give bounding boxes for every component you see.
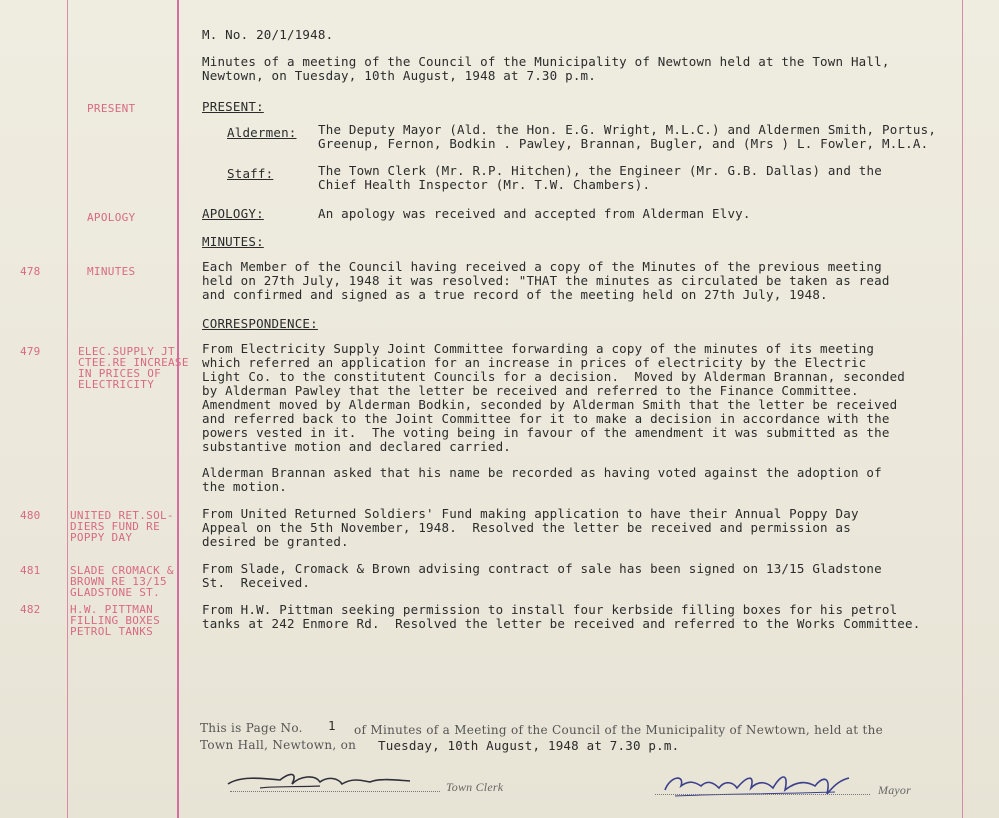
item-line: Amendment moved by Alderman Bodkin, seconded by Alderman Smith that the letter be received: [202, 397, 898, 412]
item-line: Light Co. to the constitutent Councils for a decision. Moved by Alderman Brannan, seconded: [202, 369, 906, 384]
margin-note-line: IN PRICES OF: [78, 367, 162, 380]
item-line: substantive motion and declared carried.: [202, 439, 512, 454]
present-heading: PRESENT:: [202, 99, 264, 114]
margin-note-line: UNITED RET.SOL-: [70, 509, 174, 522]
apology-text: An apology was received and accepted from Alderman Elvy.: [318, 206, 751, 221]
staff-line: The Town Clerk (Mr. R.P. Hitchen), the Engineer (Mr. G.B. Dallas) and the: [318, 163, 882, 178]
item-line: St. Received.: [202, 575, 311, 590]
minutes-line: Each Member of the Council having received a copy of the Minutes of the previous meeting: [202, 259, 882, 274]
margin-note-line: ELECTRICITY: [78, 378, 155, 391]
staff-label: Staff:: [227, 166, 274, 181]
footer-text: This is Page No.: [200, 721, 303, 735]
margin-present: PRESENT: [87, 102, 136, 115]
item-line: which referred an application for an increase in prices of electricity by the Electric: [202, 355, 867, 370]
town-clerk-signature: [220, 766, 435, 798]
staff-line: Chief Health Inspector (Mr. T.W. Chambers).: [318, 177, 651, 192]
margin-note-line: PETROL TANKS: [70, 625, 154, 638]
margin-note-line: BROWN RE 13/15: [70, 575, 167, 588]
margin-note-line: DIERS FUND RE: [70, 520, 160, 533]
aldermen-label: Aldermen:: [227, 125, 297, 140]
item-line: Alderman Brannan asked that his name be recorded as having voted against the adoption of: [202, 465, 882, 480]
town-clerk-signature-line: [230, 791, 440, 792]
item-number: 482: [20, 603, 41, 616]
apology-heading: APOLOGY:: [202, 206, 264, 221]
footer-text: of Minutes of a Meeting of the Council of the Municipality of Newtown, held at the: [354, 723, 884, 737]
intro-line: Minutes of a meeting of the Council of the Municipality of Newtown held at the Town Hall,: [202, 54, 890, 69]
footer-text: Town Hall, Newtown, on: [200, 738, 357, 752]
margin-note-line: FILLING BOXES: [70, 614, 160, 627]
correspondence-heading: CORRESPONDENCE:: [202, 316, 318, 331]
mayor-label: Mayor: [878, 783, 911, 797]
left-margin-rule: [67, 0, 68, 818]
item-number: 479: [20, 345, 41, 358]
margin-apology: APOLOGY: [87, 211, 136, 224]
aldermen-line: Greenup, Fernon, Bodkin . Pawley, Brannan, Bugler, and (Mrs ) L. Fowler, M.L.A.: [318, 136, 929, 151]
item-line: From Electricity Supply Joint Committee forwarding a copy of the minutes of its meeting: [202, 341, 875, 356]
footer-date: Tuesday, 10th August, 1948 at 7.30 p.m.: [378, 738, 680, 753]
item-line: From H.W. Pittman seeking permission to install four kerbside filling boxes for his petrol: [202, 602, 898, 617]
minutes-line: held on 27th July, 1948 it was resolved: "THAT the minutes as circulated be taken as read: [202, 273, 890, 288]
mayor-signature: [655, 766, 860, 806]
item-line: tanks at 242 Enmore Rd. Resolved the letter be received and referred to the Works Committee.: [202, 616, 921, 631]
item-line: desired be granted.: [202, 534, 349, 549]
text-margin-rule: [177, 0, 179, 818]
item-line: and referred back to the Joint Committee for it to make a decision in accordance with the: [202, 411, 890, 426]
item-number: 481: [20, 564, 41, 577]
right-margin-rule: [962, 0, 963, 818]
margin-minutes: MINUTES: [87, 265, 136, 278]
item-number: 480: [20, 509, 41, 522]
minutes-heading: MINUTES:: [202, 234, 264, 249]
item-line: the motion.: [202, 479, 287, 494]
mayor-signature-line: [655, 794, 870, 795]
minutes-line: and confirmed and signed as a true record of the meeting held on 27th July, 1948.: [202, 287, 828, 302]
margin-note-line: H.W. PITTMAN: [70, 603, 154, 616]
minute-number: M. No. 20/1/1948.: [202, 27, 334, 42]
item-line: Appeal on the 5th November, 1948. Resolved the letter be received and permission as: [202, 520, 851, 535]
margin-note-line: GLADSTONE ST.: [70, 586, 160, 599]
margin-note-line: SLADE CROMACK &: [70, 564, 174, 577]
footer-page-number: 1: [328, 718, 336, 733]
item-line: powers vested in it. The voting being in favour of the amendment it was submitted as the: [202, 425, 890, 440]
item-number: 478: [20, 265, 41, 278]
item-line: From Slade, Cromack & Brown advising contract of sale has been signed on 13/15 Gladstone: [202, 561, 882, 576]
item-line: From United Returned Soldiers' Fund making application to have their Annual Poppy Day: [202, 506, 859, 521]
aldermen-line: The Deputy Mayor (Ald. the Hon. E.G. Wright, M.L.C.) and Aldermen Smith, Portus,: [318, 122, 937, 137]
margin-note-line: ELEC.SUPPLY JT.: [78, 345, 182, 358]
margin-note-line: CTEE.RE INCREASE: [78, 356, 189, 369]
margin-note-line: POPPY DAY: [70, 531, 133, 544]
item-line: by Alderman Pawley that the letter be received and referred to the Finance Committee.: [202, 383, 859, 398]
town-clerk-label: Town Clerk: [446, 780, 504, 794]
intro-line: Newtown, on Tuesday, 10th August, 1948 at 7.30 p.m.: [202, 68, 597, 83]
